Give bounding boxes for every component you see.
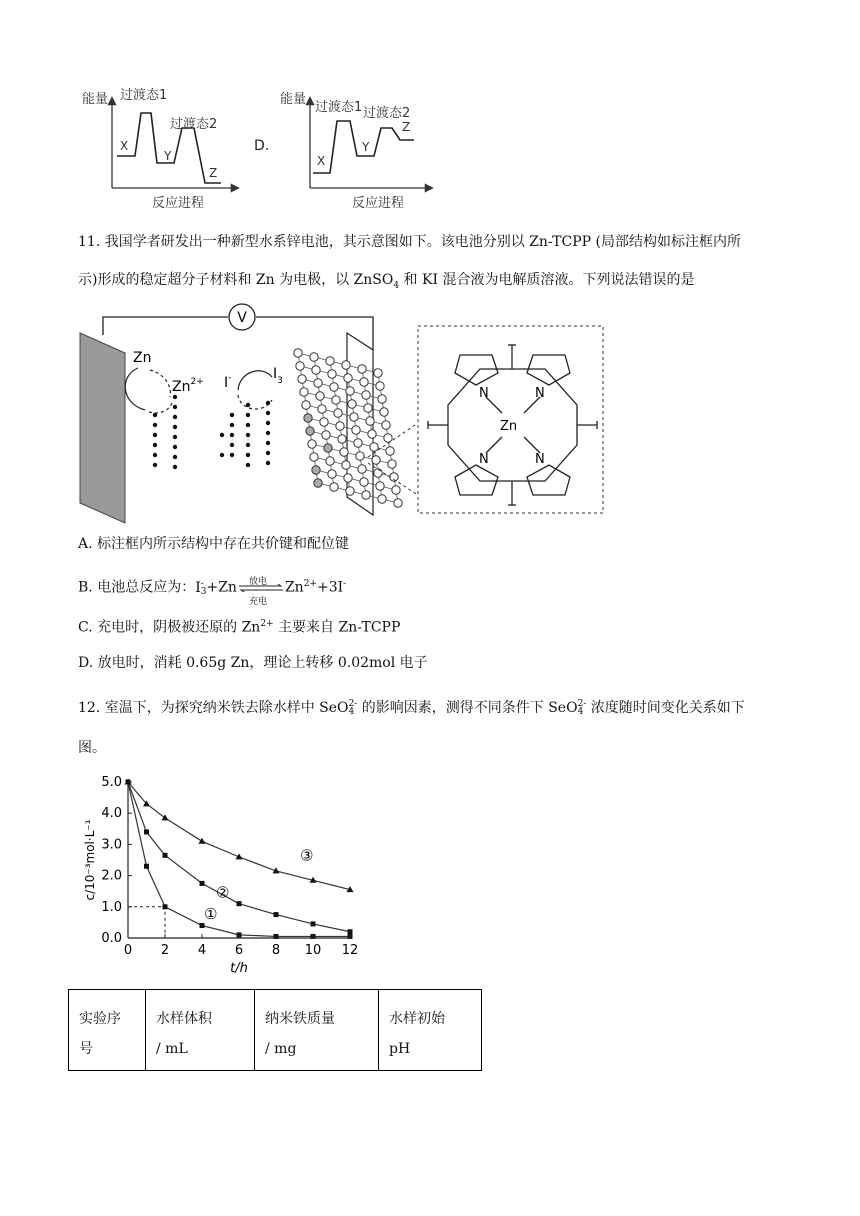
ion-dot [246,443,250,447]
q12-text-b: 的影响因素，测得不同条件下 SeO [357,700,578,716]
lattice-node [344,474,352,482]
ion-dot [173,445,177,449]
ion-dot [153,413,157,417]
ion-dot [153,423,157,427]
lattice-node [376,382,384,390]
ion-dot [173,465,177,469]
lattice-node [302,401,310,409]
lattice-node [338,435,346,443]
q11-sub: 4 [393,280,400,291]
ts2-label-left: 过渡态2 [170,117,218,132]
lattice-node [298,375,306,383]
ion-dot [246,453,250,457]
option-b-zn2-charge: 2+ [303,579,317,589]
ts2-label-right: 过渡态2 [363,106,411,121]
ion-dot [220,433,224,437]
data-point [311,921,316,926]
energy-ylabel-left: 能量 [82,92,109,107]
lattice-node [324,444,332,452]
zn2-label: $Zn^{2+}$ [172,377,204,395]
q11-number: 11. [78,234,101,250]
chart-ylabel: c/10⁻³mol·L⁻¹ [83,819,97,901]
q12-number: 12. [78,700,101,716]
q11-text-1: 我国学者研发出一种新型水系锌电池，其示意图如下。该电池分别以 Zn-TCPP (局部结构如标注框内所 [104,234,741,250]
lattice-node [384,434,392,442]
option-b-zn: +Zn [206,579,237,596]
lattice-node [386,447,394,455]
energy-diagram-left [82,87,238,211]
energy-diagram-right [280,91,432,211]
ion-dot [153,433,157,437]
ion-dot [230,433,234,437]
data-point [200,923,205,928]
ion-dot [246,413,250,417]
lattice-node [322,431,330,439]
lattice-node [316,392,324,400]
lattice-node [376,482,384,490]
lattice-node [326,457,334,465]
data-point [163,904,168,909]
q12-line2: 图。 [78,740,106,756]
lattice-node [374,469,382,477]
lattice-node [308,440,316,448]
lattice-node [330,483,338,491]
option-d: D. 放电时，消耗 0.65g Zn，理论上转移 0.02mol 电子 [78,655,428,671]
ion-dot [173,455,177,459]
lattice-node [334,409,342,417]
y-tick-label: 5.0 [101,775,122,790]
option-b [78,574,347,607]
ion-dot [266,401,270,405]
lattice-node [314,479,322,487]
voltmeter-label: V [237,310,247,326]
lattice-node [344,374,352,382]
lattice-node [318,405,326,413]
lattice-node [360,378,368,386]
ion-dot [266,421,270,425]
equilibrium-arrow [237,576,285,607]
lattice-node [336,422,344,430]
option-d-label: D. [254,138,270,154]
q11-text-2b: 和 KI 混合液为电解质溶液。下列说法错误的是 [399,272,695,288]
ion-dot [266,431,270,435]
ts1-label-right: 过渡态1 [315,100,363,115]
ion-dot [173,415,177,419]
lattice-node [346,487,354,495]
table-header-row [69,990,482,1071]
series-label: ② [216,883,230,902]
lattice-node [346,387,354,395]
ion-dot [230,413,234,417]
ion-dot [230,453,234,457]
lattice-node [374,369,382,377]
x-tick-label: 12 [341,943,359,958]
x-tick-label: 8 [271,943,281,958]
lattice-node [328,370,336,378]
ion-dot [266,441,270,445]
ion-dot [173,435,177,439]
lattice-node [348,400,356,408]
option-c-zn-charge: 2+ [260,619,274,629]
ts1-label-left: 过渡态1 [120,88,168,103]
ion-dot [246,433,250,437]
triiodide-label: $I_3$ [273,366,283,386]
table-header-cell: 水样初始 pH [379,990,482,1071]
lattice-node [310,353,318,361]
energy-ylabel-right: 能量 [280,92,307,107]
data-point [144,864,149,869]
option-c-b: 主要来自 Zn-TCPP [273,619,401,636]
lattice-node [294,349,302,357]
ion-dot [246,423,250,427]
table-header-cell: 水样体积 / mL [146,990,255,1071]
x-label-left: X [120,139,129,153]
lattice-node [370,443,378,451]
energy-xlabel-left: 反应进程 [152,196,205,211]
x-label-right: X [317,154,326,168]
ion-dot [153,443,157,447]
q11-text-2a: 示)形成的稳定超分子材料和 Zn 为电极，以 ZnSO [78,272,394,288]
ion-dot [173,405,177,409]
lattice-node [362,391,370,399]
z-label-left: Z [209,166,218,180]
n-atom-1: N [479,386,489,401]
x-tick-label: 6 [234,943,244,958]
q11-line2 [78,270,694,296]
tcpp-lattice [294,349,402,507]
ion-dot [220,453,224,457]
lattice-node [362,491,370,499]
option-a: A. 标注框内所示结构中存在共价键和配位键 [78,536,350,552]
ion-dot [266,461,270,465]
lattice-node [394,499,402,507]
lattice-node [310,453,318,461]
data-point [163,853,168,858]
data-point [200,881,205,886]
zn-electrode [80,333,125,523]
zn-arrow-solid [125,368,145,410]
q12-line1 [78,698,745,718]
x-tick-label: 4 [197,943,207,958]
battery-diagram [0,295,860,525]
y-tick-label: 1.0 [101,899,122,915]
q12-text-c: 浓度随时间变化关系如下 [586,700,745,716]
lattice-node [342,361,350,369]
lattice-node [358,365,366,373]
data-point [348,929,353,934]
lattice-node [328,470,336,478]
chart-xlabel: t/h [230,961,248,976]
lattice-node [354,439,362,447]
lattice-node [342,461,350,469]
n-atom-4: N [535,452,545,467]
ion-sup-sub-2: 2- 4 [577,699,587,717]
lattice-node [306,427,314,435]
ion-dot [153,453,157,457]
ion-dot [266,411,270,415]
ion-dot [246,403,250,407]
table-header-cell: 实验序 号 [69,990,146,1071]
discharge-label: 放电 [248,576,267,587]
lattice-node [312,466,320,474]
lattice-node [326,357,334,365]
lattice-node [364,404,372,412]
y-label-left: Y [164,149,172,163]
lattice-node [378,495,386,503]
lattice-node [372,456,380,464]
q12-text-a: 室温下，为探究纳米铁去除水样中 SeO [104,700,349,716]
y-tick-label: 3.0 [101,837,122,853]
lattice-node [358,465,366,473]
y-tick-label: 2.0 [101,868,122,884]
y-label-right: Y [362,140,370,154]
option-c-zn: Zn [241,619,261,636]
ion-dot [230,443,234,447]
ion-dot [246,463,250,467]
lattice-node [330,383,338,391]
series-label: ③ [300,846,314,865]
ion-sup-sub-1: 2- 4 [348,699,358,717]
series-line [128,782,350,890]
option-b-zn2: Zn [284,579,304,596]
lattice-node [340,448,348,456]
lattice-node [312,366,320,374]
y-tick-label: 4.0 [101,806,122,822]
option-b-i3: I- 3 [195,578,207,597]
data-point [274,912,279,917]
option-c-a: C. 充电时，阴极被还原的 [78,619,242,636]
lattice-node [380,408,388,416]
ion-dot [173,425,177,429]
series-label: ① [204,904,218,923]
energy-diagrams [0,0,860,215]
option-b-prefix: B. 电池总反应为： [78,579,196,596]
lattice-node [382,421,390,429]
lattice-node [378,395,386,403]
lattice-node [366,417,374,425]
lattice-node [360,478,368,486]
ion-dot [230,423,234,427]
option-b-tail: +3I [316,579,344,596]
x-tick-label: 2 [160,943,170,958]
lattice-node [300,388,308,396]
lattice-node [314,379,322,387]
x-tick-label: 10 [304,943,322,958]
lattice-node [296,362,304,370]
table-header-cell: 纳米铁质量 / mg [255,990,379,1071]
q11-line1 [78,232,741,252]
y-tick-label: 0.0 [101,931,122,946]
ion-dot [153,463,157,467]
option-c [78,614,400,638]
guide-line [128,907,165,938]
lattice-node [320,418,328,426]
zn-label: Zn [133,350,152,366]
lattice-node [368,430,376,438]
n-atom-3: N [479,452,489,467]
zn-center: Zn [500,419,518,434]
lattice-node [388,460,396,468]
data-point [144,829,149,834]
lattice-node [356,452,364,460]
experiment-table [68,989,482,1071]
lattice-node [304,414,312,422]
iodide-label: I- [224,373,232,391]
lattice-node [352,426,360,434]
lattice-node [332,396,340,404]
concentration-chart [70,770,380,982]
ion-dot [173,395,177,399]
lattice-node [392,486,400,494]
option-b-tail-charge: - [343,579,347,589]
lattice-node [350,413,358,421]
charge-label: 充电 [248,596,267,607]
x-tick-label: 0 [123,943,133,958]
z-label-right: Z [402,120,411,134]
data-point [237,901,242,906]
ion-dots [153,395,270,469]
n-atom-2: N [535,386,545,401]
energy-xlabel-right: 反应进程 [352,196,405,211]
ion-dot [266,451,270,455]
data-point [199,838,206,844]
